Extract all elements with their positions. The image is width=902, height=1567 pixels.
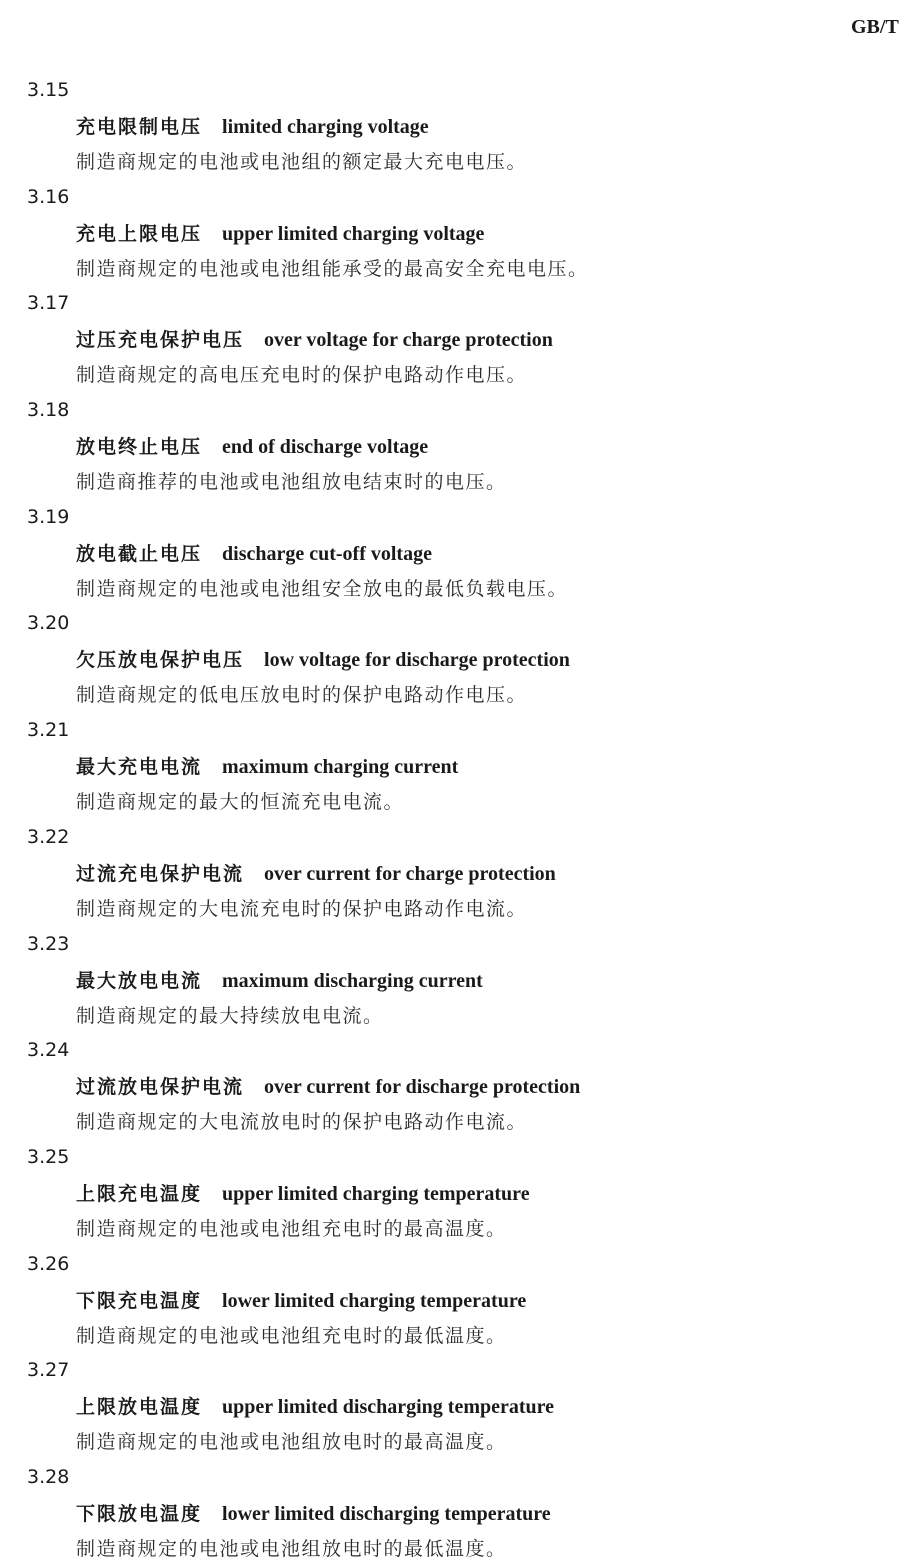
term-heading: [76, 647, 570, 674]
term-name-chinese: 放电终止电压: [76, 436, 203, 459]
term-heading: [76, 861, 556, 888]
term-entry: [0, 73, 902, 180]
term-number: 3.20: [27, 612, 70, 635]
term-name-chinese: 放电截止电压: [76, 542, 203, 565]
term-name-chinese: 上限充电温度: [76, 1182, 203, 1205]
term-number: 3.16: [27, 185, 70, 208]
term-entry: [0, 820, 902, 927]
term-number: 3.21: [27, 719, 70, 742]
term-entry: [0, 1033, 902, 1140]
term-name-chinese: 过流放电保护电流: [76, 1076, 245, 1099]
term-definition: 制造商规定的电池或电池组安全放电的最低负载电压。: [76, 577, 569, 600]
term-definition: 制造商规定的高电压充电时的保护电路动作电压。: [76, 364, 528, 387]
term-number: 3.17: [27, 292, 70, 315]
term-name-english: upper limited charging temperature: [222, 1182, 530, 1205]
term-name-chinese: 最大放电电流: [76, 969, 203, 992]
term-name-chinese: 下限放电温度: [76, 1502, 203, 1525]
term-heading: [76, 541, 432, 568]
term-heading: [76, 1288, 526, 1315]
term-definition: 制造商规定的电池或电池组放电时的最低温度。: [76, 1537, 507, 1560]
term-name-english: end of discharge voltage: [222, 436, 429, 459]
term-number: 3.28: [27, 1465, 70, 1488]
term-name-chinese: 充电上限电压: [76, 222, 203, 245]
term-number: 3.18: [27, 399, 70, 422]
term-name-english: over voltage for charge protection: [264, 329, 553, 352]
term-number: 3.19: [27, 505, 70, 528]
term-entry: [0, 1460, 902, 1567]
term-name-english: upper limited charging voltage: [222, 222, 485, 245]
term-heading: [76, 1074, 580, 1101]
term-definition: 制造商规定的大电流充电时的保护电路动作电流。: [76, 897, 528, 920]
term-heading: [76, 221, 484, 248]
term-name-english: over current for discharge protection: [264, 1076, 581, 1099]
term-heading: [76, 1394, 554, 1421]
term-entry: [0, 286, 902, 393]
term-number: 3.24: [27, 1039, 70, 1062]
term-number: 3.22: [27, 825, 70, 848]
term-definition: 制造商规定的电池或电池组能承受的最高安全充电电压。: [76, 257, 589, 280]
term-definition: 制造商规定的大电流放电时的保护电路动作电流。: [76, 1111, 528, 1134]
term-number: 3.27: [27, 1359, 70, 1382]
term-name-english: maximum charging current: [222, 756, 459, 779]
term-definition: 制造商规定的电池或电池组放电时的最高温度。: [76, 1431, 507, 1454]
term-heading: [76, 434, 428, 461]
term-definition: 制造商规定的电池或电池组充电时的最低温度。: [76, 1324, 507, 1347]
term-entry: [0, 927, 902, 1034]
term-entry: [0, 500, 902, 607]
term-definition: 制造商推荐的电池或电池组放电结束时的电压。: [76, 471, 507, 494]
term-definition: 制造商规定的最大的恒流充电电流。: [76, 791, 405, 814]
term-name-english: maximum discharging current: [222, 969, 483, 992]
term-name-chinese: 充电限制电压: [76, 116, 203, 138]
term-heading: [76, 968, 483, 995]
term-entry: [0, 180, 902, 287]
term-heading: [76, 114, 429, 141]
term-entry: [0, 713, 902, 820]
term-heading: [76, 1501, 551, 1528]
terms-list: [0, 73, 902, 1567]
term-definition: 制造商规定的最大持续放电电流。: [76, 1004, 384, 1027]
term-entry: [0, 1353, 902, 1460]
term-definition: 制造商规定的电池或电池组的额定最大充电电压。: [76, 151, 528, 173]
term-number: 3.15: [27, 79, 70, 101]
term-entry: [0, 393, 902, 500]
term-heading: [76, 327, 553, 354]
term-name-english: discharge cut-off voltage: [222, 542, 432, 565]
term-name-chinese: 过压充电保护电压: [76, 329, 245, 352]
term-definition: 制造商规定的低电压放电时的保护电路动作电压。: [76, 684, 528, 707]
term-number: 3.25: [27, 1145, 70, 1168]
term-name-chinese: 上限放电温度: [76, 1396, 203, 1419]
term-heading: [76, 1181, 530, 1208]
term-number: 3.26: [27, 1252, 70, 1275]
term-name-english: upper limited discharging temperature: [222, 1396, 555, 1419]
term-name-english: over current for charge protection: [264, 862, 556, 885]
term-name-chinese: 下限充电温度: [76, 1289, 203, 1312]
term-heading: [76, 754, 458, 781]
term-name-english: limited charging voltage: [222, 116, 429, 138]
term-number: 3.23: [27, 932, 70, 955]
term-entry: [0, 1247, 902, 1354]
term-entry: [0, 1140, 902, 1247]
term-name-english: low voltage for discharge protection: [264, 649, 570, 672]
term-definition: 制造商规定的电池或电池组充电时的最高温度。: [76, 1217, 507, 1240]
term-name-english: lower limited charging temperature: [222, 1289, 527, 1312]
term-entry: [0, 606, 902, 713]
term-name-chinese: 过流充电保护电流: [76, 862, 245, 885]
page-header-standard-code: GB/T: [851, 16, 899, 38]
term-name-chinese: 最大充电电流: [76, 756, 203, 779]
term-name-chinese: 欠压放电保护电压: [76, 649, 245, 672]
term-name-english: lower limited discharging temperature: [222, 1502, 551, 1525]
